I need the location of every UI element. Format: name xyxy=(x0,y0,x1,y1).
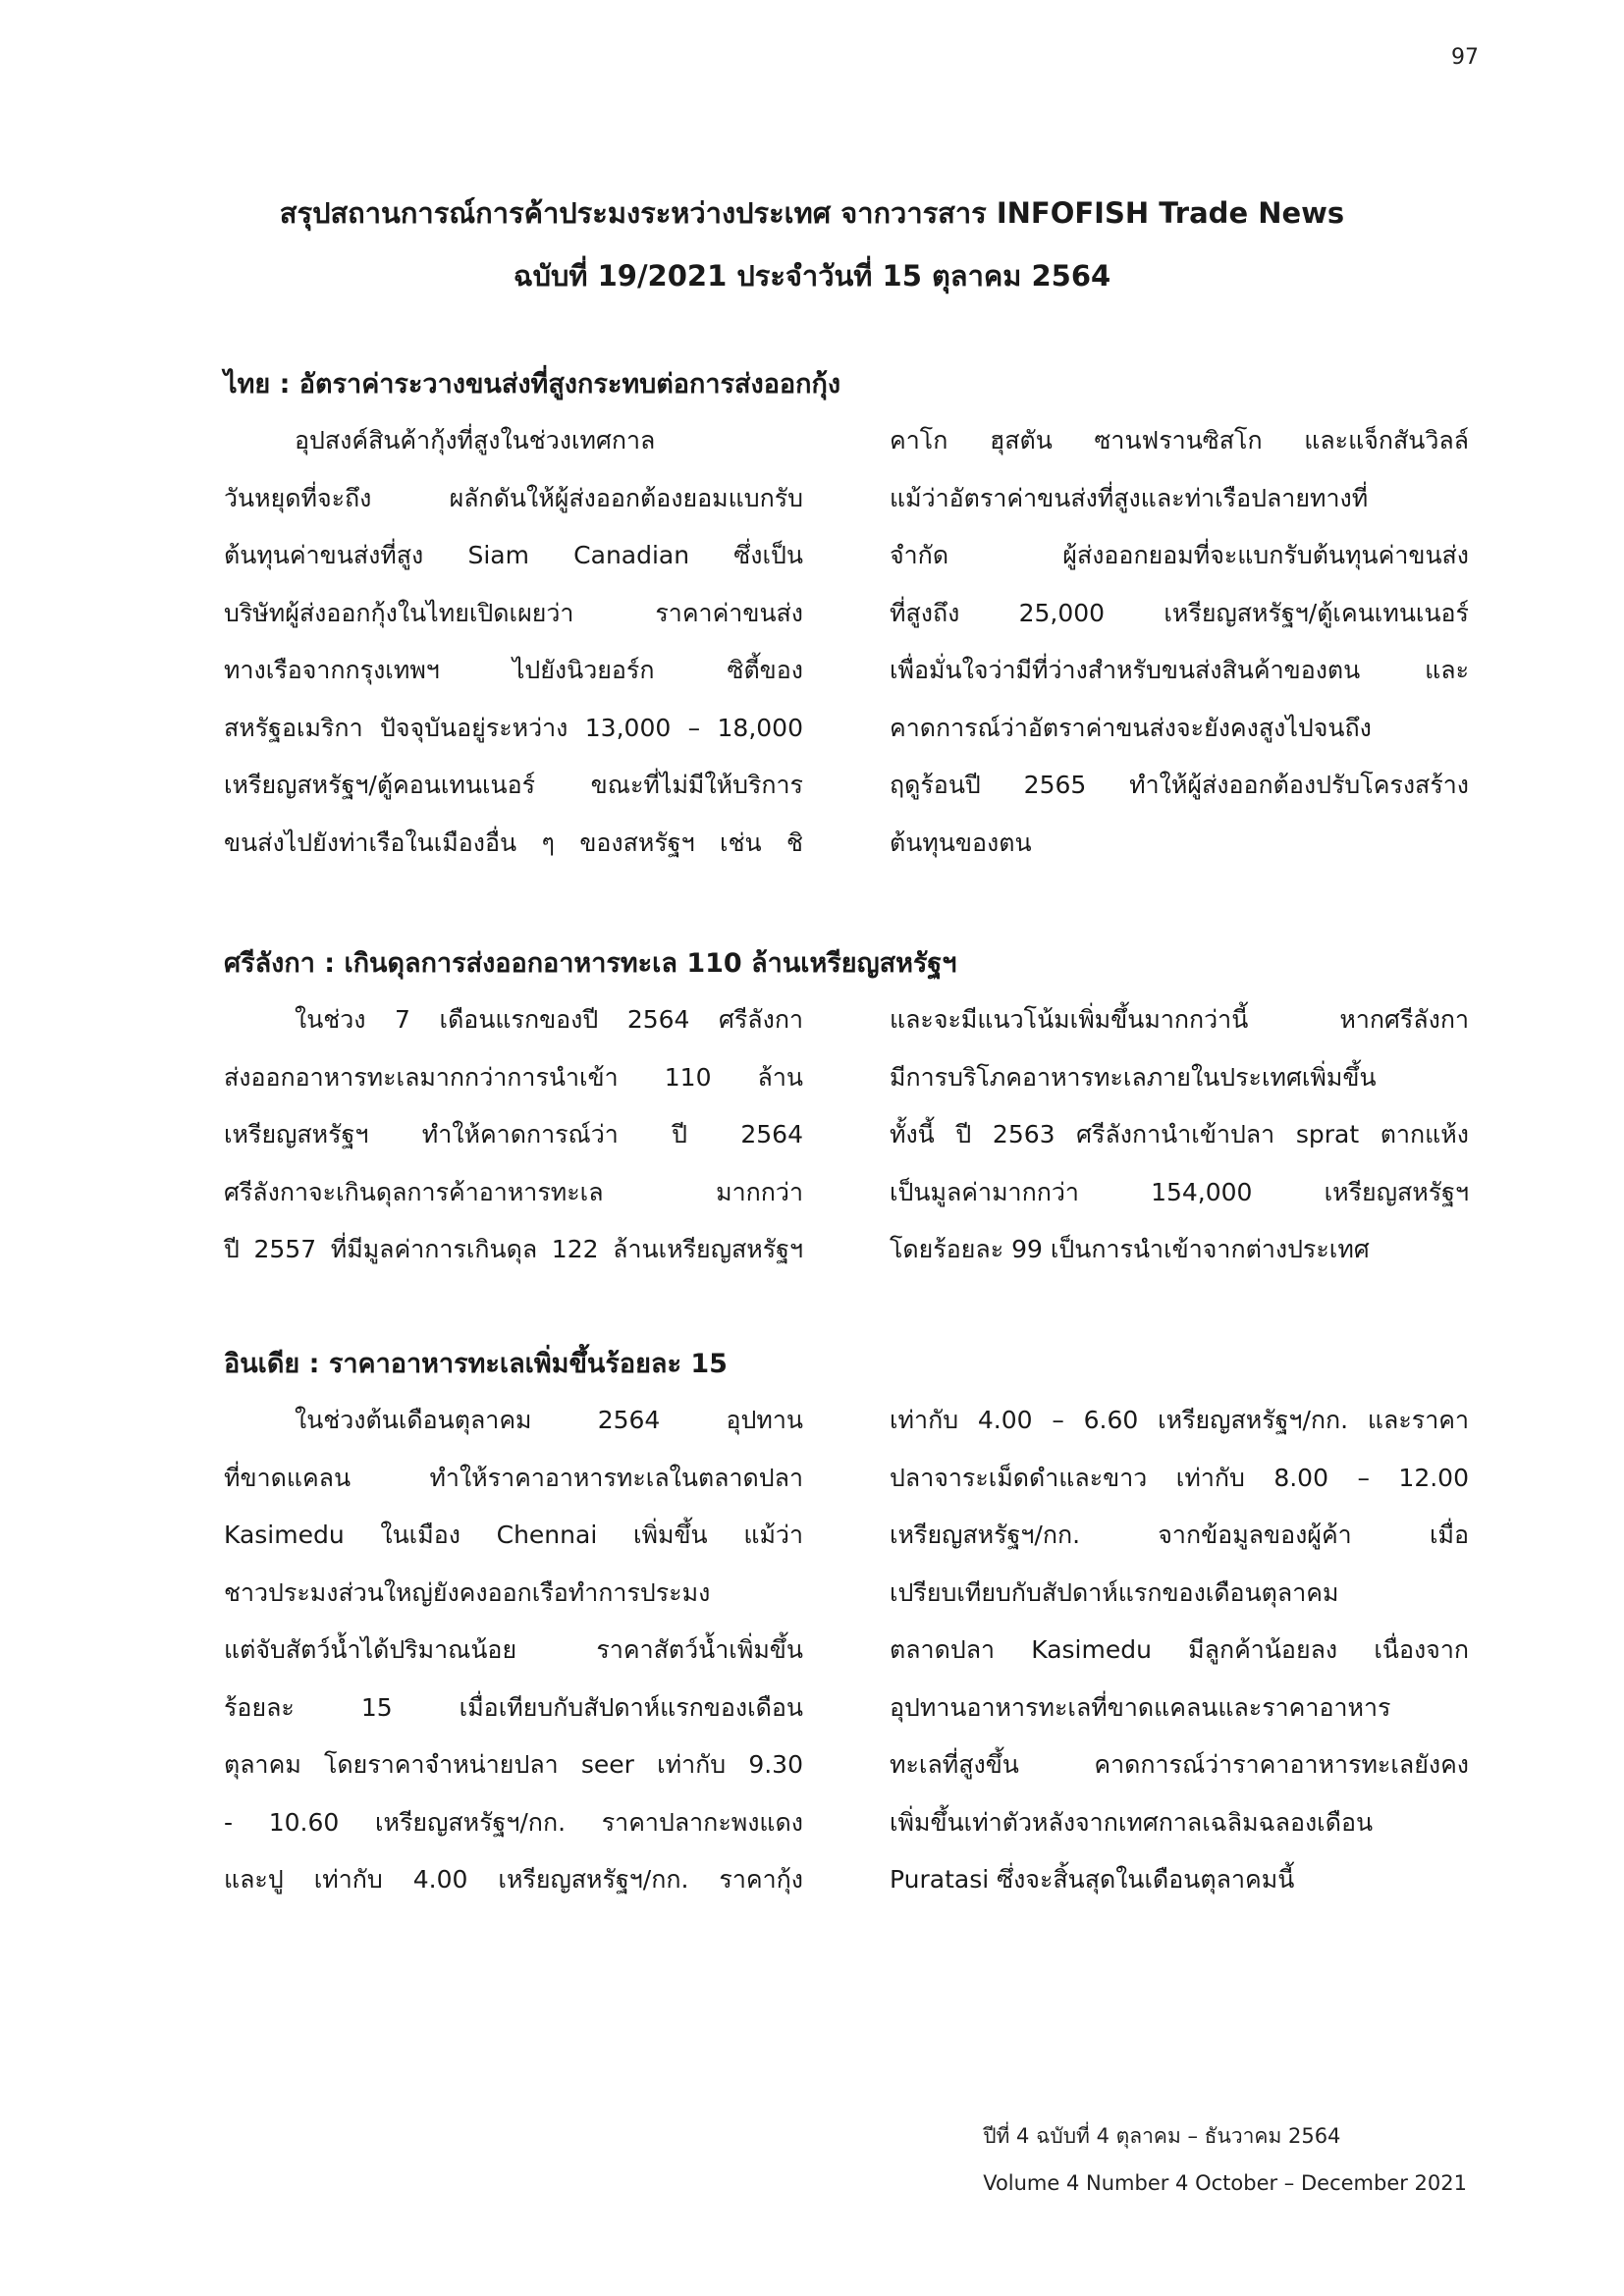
text-line: ที่ขาดแคลน ทำให้ราคาอาหารทะเลในตลาดปลา xyxy=(224,1463,803,1492)
text-line: คาโก ฮุสตัน ซานฟรานซิสโก และแจ็กสันวิลล์ xyxy=(890,426,1469,454)
text-line: เหรียญสหรัฐฯ/ตู้คอนเทนเนอร์ ขณะที่ไม่มีให้บริการ xyxy=(224,771,803,799)
text-line: แม้ว่าอัตราค่าขนส่งที่สูงและท่าเรือปลายทางที่ xyxy=(890,483,1369,512)
text-line: เพื่อมั่นใจว่ามีที่ว่างสำหรับขนส่งสินค้าของตน และ xyxy=(890,656,1469,684)
text-line: มีการบริโภคอาหารทะเลภายในประเทศเพิ่มขึ้น xyxy=(890,1062,1377,1092)
text-line: เหรียญสหรัฐฯ ทำให้คาดการณ์ว่า ปี 2564 xyxy=(224,1120,803,1148)
text-line: Puratasi ซึ่งจะสิ้นสุดในเดือนตุลาคมนี้ xyxy=(890,1865,1295,1894)
left-column xyxy=(224,412,803,872)
title-line-2: ฉบับที่ 19/2021 ประจำวันที่ 15 ตุลาคม 2564 xyxy=(513,259,1111,293)
section-india xyxy=(224,1345,1469,1894)
text-line: และจะมีแนวโน้มเพิ่มขึ้นมากกว่านี้ หากศรีลังกา xyxy=(890,1005,1469,1034)
text-line: ทะเลที่สูงขึ้น คาดการณ์ว่าราคาอาหารทะเลยังคง xyxy=(890,1750,1469,1779)
text-line: แต่จับสัตว์น้ำได้ปริมาณน้อย ราคาสัตว์น้ำเพิ่มขึ้น xyxy=(224,1635,803,1664)
page-number: 97 xyxy=(1451,45,1479,70)
left-column xyxy=(224,991,803,1279)
text-line: ตุลาคม โดยราคาจำหน่ายปลา seer เท่ากับ 9.30 xyxy=(224,1750,803,1779)
text-line: วันหยุดที่จะถึง ผลักดันให้ผู้ส่งออกต้องยอมแบกรับ xyxy=(224,483,803,512)
text-line: จำกัด ผู้ส่งออกยอมที่จะแบกรับต้นทุนค่าขนส่ง xyxy=(890,541,1469,569)
document-title xyxy=(0,182,1624,307)
text-line: ในช่วง 7 เดือนแรกของปี 2564 ศรีลังกา xyxy=(295,1005,803,1034)
text-line: ศรีลังกาจะเกินดุลการค้าอาหารทะเล มากกว่า xyxy=(224,1177,803,1206)
title-line-1: สรุปสถานการณ์การค้าประมงระหว่างประเทศ จากวารสาร INFOFISH Trade News xyxy=(279,196,1345,230)
text-line: บริษัทผู้ส่งออกกุ้งในไทยเปิดเผยว่า ราคาค่าขนส่ง xyxy=(224,598,803,627)
text-line: ทางเรือจากกรุงเทพฯ ไปยังนิวยอร์ก ซิตี้ของ xyxy=(224,656,803,684)
section-heading: ไทย : อัตราค่าระวางขนส่งที่สูงกระทบต่อการส่งออกกุ้ง xyxy=(224,369,841,400)
text-line: ต้นทุนของตน xyxy=(890,828,1032,857)
section-heading: ศรีลังกา : เกินดุลการส่งออกอาหารทะเล 110 ล้านเหรียญสหรัฐฯ xyxy=(224,948,957,979)
left-column xyxy=(224,1392,803,1909)
section-sri-lanka xyxy=(224,944,1469,1263)
footer-thai-volume: ปีที่ 4 ฉบับที่ 4 ตุลาคม – ธันวาคม 2564 xyxy=(983,2124,1341,2148)
text-line: ที่สูงถึง 25,000 เหรียญสหรัฐฯ/ตู้เคนเทนเนอร์ xyxy=(890,598,1469,627)
text-line: สหรัฐอเมริกา ปัจจุบันอยู่ระหว่าง 13,000 – 18,000 xyxy=(224,713,803,742)
text-line: อุปทานอาหารทะเลที่ขาดแคลนและราคาอาหาร xyxy=(890,1692,1391,1722)
text-line: เหรียญสหรัฐฯ/กก. จากข้อมูลของผู้ค้า เมื่อ xyxy=(890,1521,1469,1549)
text-line: เท่ากับ 4.00 – 6.60 เหรียญสหรัฐฯ/กก. และราคา xyxy=(890,1406,1469,1434)
text-line: โดยร้อยละ 99 เป็นการนำเข้าจากต่างประเทศ xyxy=(890,1235,1370,1263)
text-line: ทั้งนี้ ปี 2563 ศรีลังกานำเข้าปลา sprat ตากแห้ง xyxy=(890,1120,1469,1148)
text-line: ปี 2557 ที่มีมูลค่าการเกินดุล 122 ล้านเหรียญสหรัฐฯ xyxy=(224,1235,803,1263)
text-line: - 10.60 เหรียญสหรัฐฯ/กก. ราคาปลากะพงแดง xyxy=(224,1807,803,1837)
text-line: เพิ่มขึ้นเท่าตัวหลังจากเทศกาลเฉลิมฉลองเดือน xyxy=(890,1807,1374,1837)
right-column xyxy=(890,1392,1469,1909)
text-line: ส่งออกอาหารทะเลมากกว่าการนำเข้า 110 ล้าน xyxy=(224,1062,803,1092)
text-line: เปรียบเทียบกับสัปดาห์แรกของเดือนตุลาคม xyxy=(890,1577,1339,1607)
right-column xyxy=(890,412,1469,872)
text-line: ปลาจาระเม็ดดำและขาว เท่ากับ 8.00 – 12.00 xyxy=(890,1463,1469,1492)
text-line: คาดการณ์ว่าอัตราค่าขนส่งจะยังคงสูงไปจนถึง xyxy=(890,713,1372,742)
right-column xyxy=(890,991,1469,1279)
text-line: ต้นทุนค่าขนส่งที่สูง Siam Canadian ซึ่งเป็น xyxy=(224,541,803,569)
section-thailand xyxy=(224,365,1469,857)
text-line: ในช่วงต้นเดือนตุลาคม 2564 อุปทาน xyxy=(295,1406,803,1434)
text-line: ชาวประมงส่วนใหญ่ยังคงออกเรือทำการประมง xyxy=(224,1577,711,1607)
text-line: อุปสงค์สินค้ากุ้งที่สูงในช่วงเทศกาล xyxy=(295,426,656,454)
text-line: และปู เท่ากับ 4.00 เหรียญสหรัฐฯ/กก. ราคากุ้ง xyxy=(224,1865,803,1894)
section-heading: อินเดีย : ราคาอาหารทะเลเพิ่มขึ้นร้อยละ 15 xyxy=(224,1349,728,1379)
text-line: ตลาดปลา Kasimedu มีลูกค้าน้อยลง เนื่องจาก xyxy=(890,1635,1469,1664)
text-line: ฤดูร้อนปี 2565 ทำให้ผู้ส่งออกต้องปรับโครงสร้าง xyxy=(890,771,1469,799)
text-line: เป็นมูลค่ามากกว่า 154,000 เหรียญสหรัฐฯ xyxy=(890,1177,1469,1206)
footer-english-volume: Volume 4 Number 4 October – December 2021 xyxy=(983,2171,1467,2195)
text-line: ร้อยละ 15 เมื่อเทียบกับสัปดาห์แรกของเดือน xyxy=(224,1692,803,1722)
text-line: ขนส่งไปยังท่าเรือในเมืองอื่น ๆ ของสหรัฐฯ เช่น ชิ xyxy=(224,828,803,857)
page-footer xyxy=(983,2112,1467,2207)
text-line: Kasimedu ในเมือง Chennai เพิ่มขึ้น แม้ว่า xyxy=(224,1521,803,1549)
